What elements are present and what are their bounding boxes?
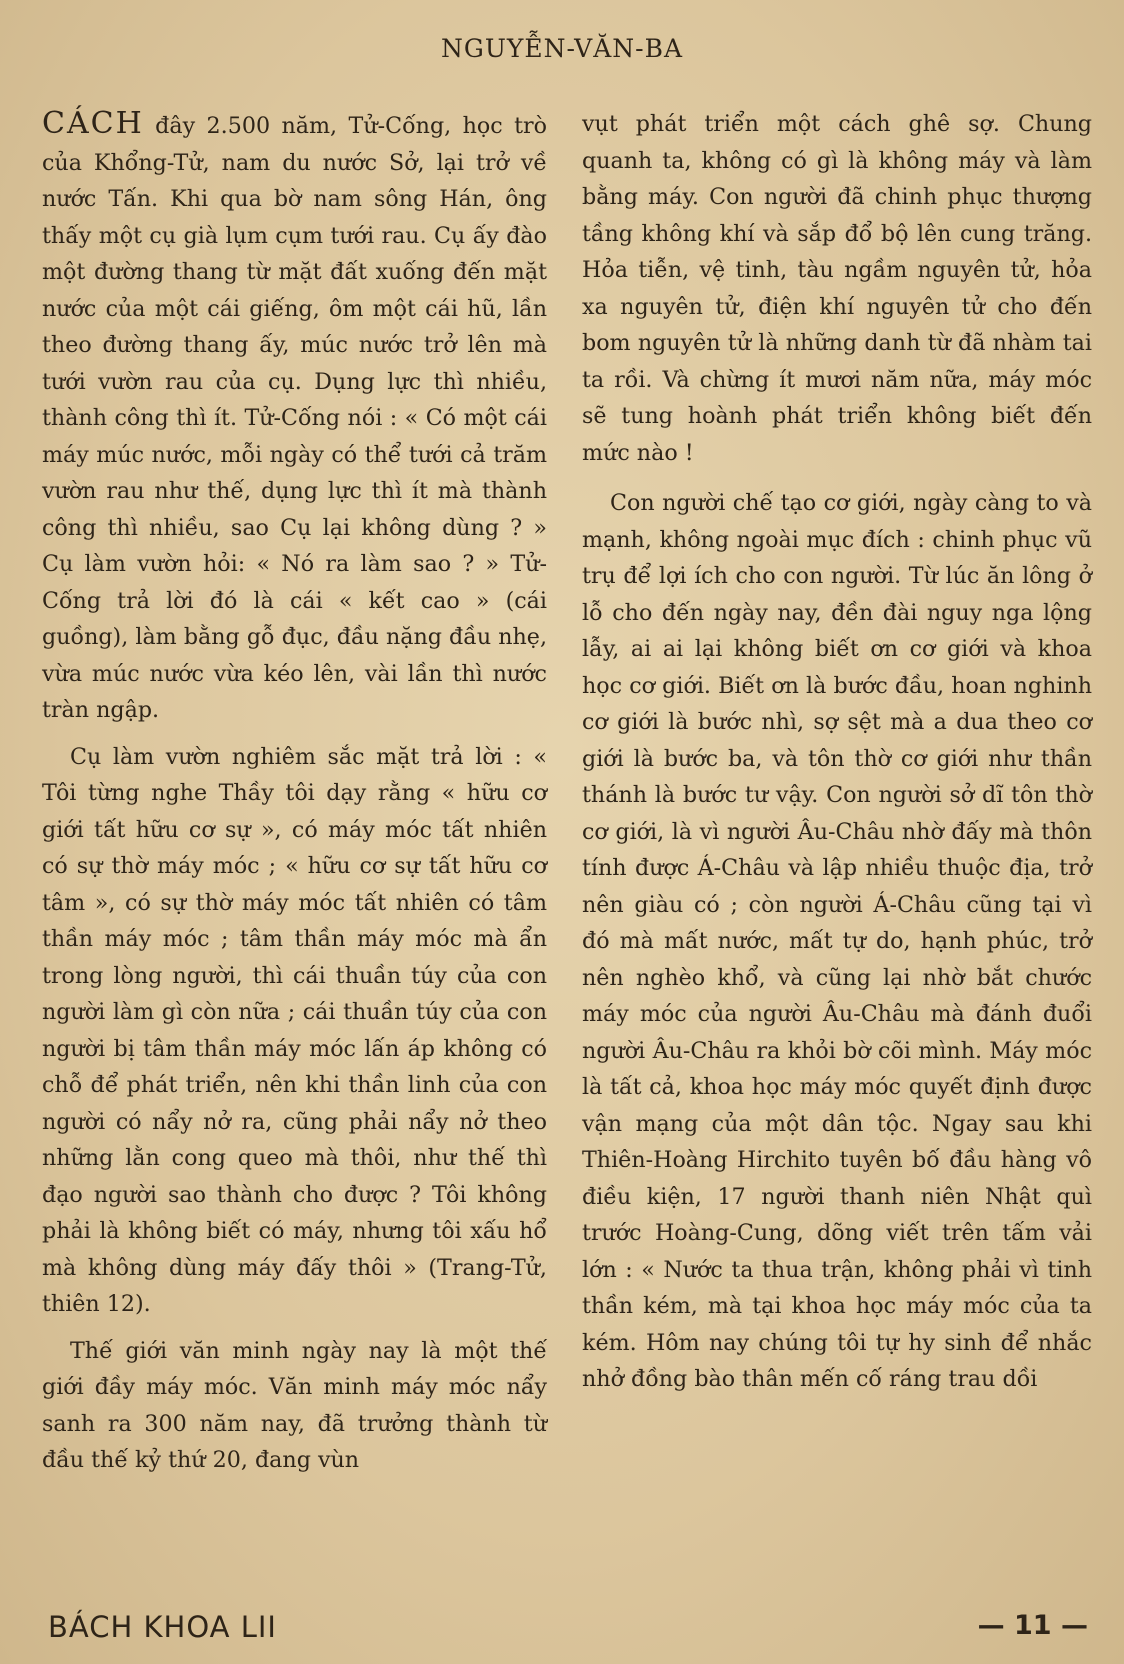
paragraph (42, 106, 547, 729)
publication-footer: BÁCH KHOA LII (48, 1610, 277, 1644)
paragraph: Thế giới văn minh ngày nay là một thế giới đầy máy móc. Văn minh máy móc nẩy sanh ra 300 năm nay, đã trưởng thành từ đầu thế kỷ thứ 20, đang vùn (42, 1337, 547, 1473)
paragraph-text: đây 2.500 năm, Tử-Cống, học trò của Khổng-Tử, nam du nước Sở, lại trở về nước Tấn. Khi qua bờ nam sông Hán, ông thấy một cụ già lụm cụm tưới rau. Cụ ấy đào một đường thang từ mặt đất xuống đến mặt nước của một cái giếng, ôm một cái hũ, lần theo đường thang ấy, múc nước trở lên mà tưới vườn rau của cụ. Dụng lực thì nhiều, thành công thì ít. Tử-Cống nói : « Có một cái máy múc nước, mỗi ngày có thể tưới cả trăm vườn rau như thế, dụng lực thì ít mà thành công thì nhiều, sao Cụ lại không dùng ? » Cụ làm vườn hỏi: « Nó ra làm sao ? » Tử-Cống trả lời đó là cái « kết cao » (cái guồng), làm bằng gỗ đục, đầu nặng đầu nhẹ, vừa múc nước vừa kéo lên, vài lần thì nước tràn ngập. (42, 113, 547, 723)
running-header: NGUYỄN-VĂN-BA (440, 34, 684, 63)
paragraph: vụt phát triển một cách ghê sợ. Chung quanh ta, không có gì là không máy và làm bằng máy. Con người đã chinh phục thượng tầng không khí và sắp đổ bộ lên cung trăng. Hỏa tiễn, vệ tinh, tàu ngầm nguyên tử, hỏa xa nguyên tử, điện khí nguyên tử cho đến bom nguyên tử là những danh từ đã nhàm tai ta rồi. Và chừng ít mươi năm nữa, máy móc sẽ tung hoành phát triển không biết đến mức nào ! (582, 111, 1092, 466)
page-number: — 11 — (977, 1610, 1088, 1641)
drop-cap: CÁCH (42, 106, 144, 141)
right-column (582, 106, 1092, 1398)
paragraph: Con người chế tạo cơ giới, ngày càng to và mạnh, không ngoài mục đích : chinh phục vũ trụ để lợi ích cho con người. Từ lúc ăn lông ở lỗ cho đến ngày nay, đền đài nguy nga lộng lẫy, ai ai lại không biết ơn cơ giới và khoa học cơ giới. Biết ơn là bước đầu, hoan nghinh cơ giới là bước nhì, sợ sệt mà a dua theo cơ giới là bước ba, và tôn thờ cơ giới như thần thánh là bước tư vậy. Con người sở dĩ tôn thờ cơ giới, là vì người Âu-Châu nhờ đấy mà thôn tính được Á-Châu và lập nhiều thuộc địa, trở nên giàu có ; còn người Á-Châu cũng tại vì đó mà mất nước, mất tự do, hạnh phúc, trở nên nghèo khổ, và cũng lại nhờ bắt chước máy móc của người Âu-Châu mà đánh đuổi người Âu-Châu ra khỏi bờ cõi mình. Máy móc là tất cả, khoa học máy móc quyết định được vận mạng của một dân tộc. Ngay sau khi Thiên-Hoàng Hirchito tuyên bố đầu hàng vô điều kiện, 17 người thanh niên Nhật quì trước Hoàng-Cung, dõng viết trên tấm vải lớn : « Nước ta thua trận, không phải vì tinh thần kém, mà tại khoa học máy móc của ta kém. Hôm nay chúng tôi tự hy sinh để nhắc nhở đồng bào thân mến cố ráng trau dồi (582, 490, 1092, 1392)
paragraph: Cụ làm vườn nghiêm sắc mặt trả lời : « Tôi từng nghe Thầy tôi dạy rằng « hữu cơ giới tất hữu cơ sự », có máy móc tất nhiên có sự thờ máy móc ; « hữu cơ sự tất hữu cơ tâm », có sự thờ máy móc tất nhiên có tâm thần máy móc ; tâm thần máy móc mà ẩn trong lòng người, thì cái thuần túy của con người làm gì còn nữa ; cái thuần túy của con người bị tâm thần máy móc lấn áp không có chỗ để phát triển, nên khi thần linh của con người có nẩy nở ra, cũng phải nẩy nở theo những lằn cong queo mà thôi, như thế thì đạo người sao thành cho được ? Tôi không phải là không biết có máy, nhưng tôi xấu hổ mà không dùng máy đấy thôi » (Trang-Tử, thiên 12). (42, 743, 547, 1317)
left-column (42, 106, 547, 1479)
